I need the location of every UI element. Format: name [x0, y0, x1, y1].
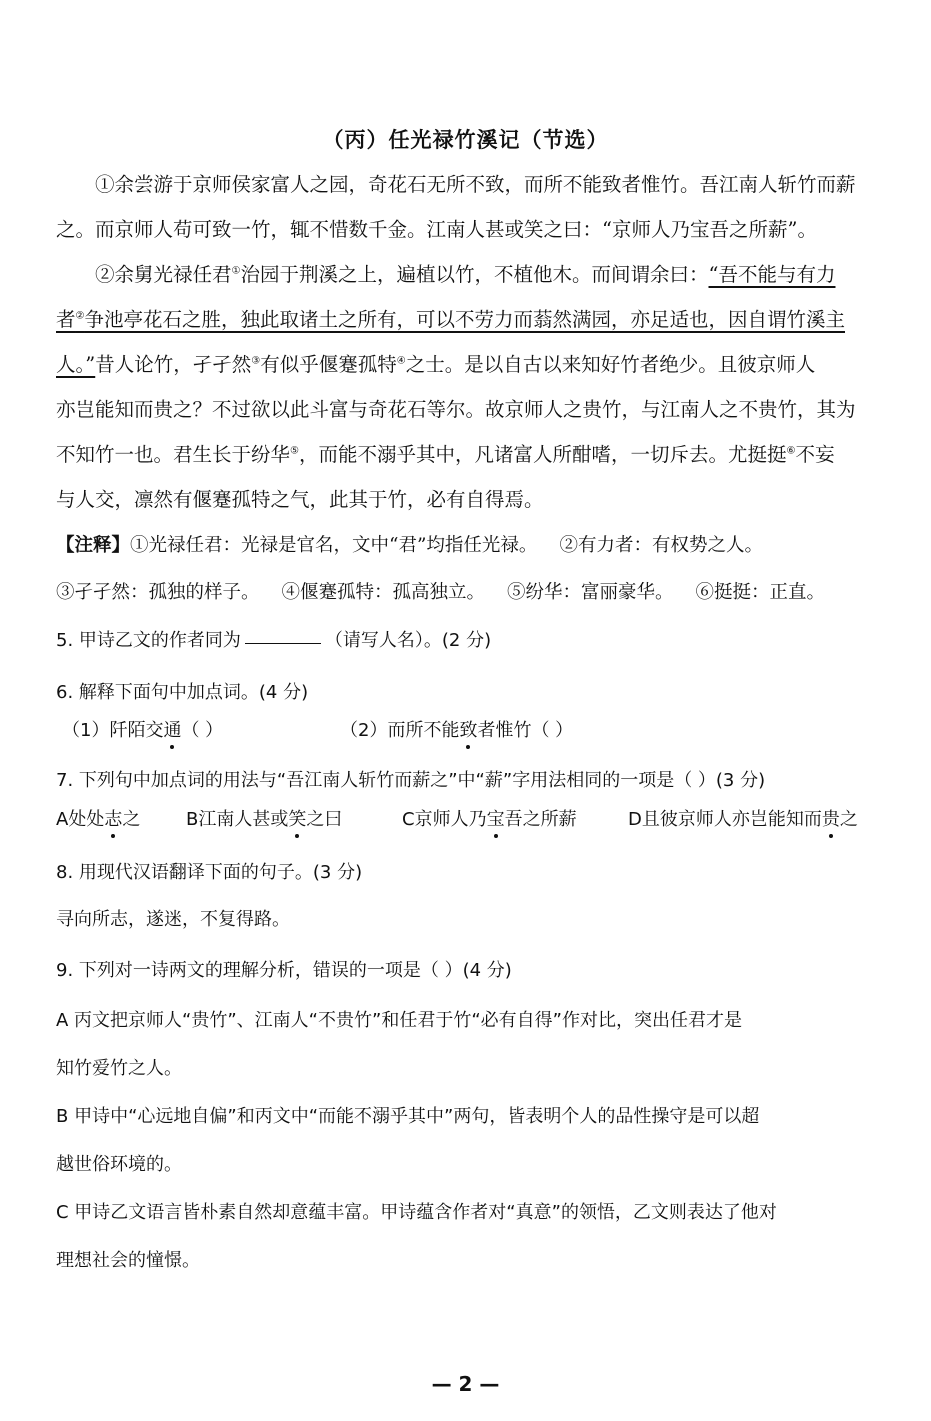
option-text: 之 — [122, 809, 141, 830]
paragraph-2-line — [56, 252, 892, 297]
text-run: 之士。是以自古以来知好竹者绝少。且彼京师人 — [405, 353, 816, 376]
answer-blank[interactable] — [245, 642, 321, 644]
question-8-stem: 8. 用现代汉语翻译下面的句子。(3 分) — [56, 862, 363, 883]
paragraph-2-line — [56, 342, 892, 387]
option-text: D且彼京师人亦岂能知而 — [628, 809, 822, 830]
question-6-item-1 — [62, 716, 223, 742]
paragraph-2 — [56, 252, 892, 522]
question-8-sentence: 寻向所志，遂迷，不复得路。 — [56, 909, 290, 930]
option-b[interactable] — [186, 805, 342, 831]
underlined-text: “吾不能与有力 — [708, 263, 836, 286]
footnote-marker: ④ — [396, 355, 406, 367]
annotation-line — [56, 522, 825, 569]
annotation-item: ⑥挺挺：正直。 — [695, 582, 826, 603]
paragraph-2-line: 亦岂能知而贵之？不过欲以此斗富与奇花石等尔。故京师人之贵竹，与江南人之不贵竹，其为 — [56, 398, 856, 421]
annotation-item: ④偃蹇孤特：孤高独立。 — [281, 582, 486, 603]
paragraph-1-line: 之。而京师人苟可致一竹，辄不惜数千金。江南人甚或笑之曰：“京师人乃宝吾之所薪”。 — [56, 218, 817, 241]
annotation-label: 【注释】 — [56, 535, 131, 556]
text-run: 不妄 — [795, 443, 835, 466]
text-run: 争池亭花石之胜，独此取诸土之所有，可以不劳力而蓊然满园，亦足适也，因自谓竹溪主 — [84, 308, 845, 331]
question-9-option-b-cont: 越世俗环境的。 — [56, 1154, 182, 1175]
text-run: ②余舅光禄任君 — [95, 263, 232, 286]
paragraph-2-line: 与人交，凛然有偃蹇孤特之气，此其于竹，必有自得焉。 — [56, 488, 544, 511]
footnote-marker: ③ — [251, 355, 261, 367]
question-text: 5. 甲诗乙文的作者同为 — [56, 630, 241, 651]
text-run: 不知竹一也。君生长于纷华 — [56, 443, 291, 466]
option-c[interactable] — [402, 805, 577, 831]
question-6-stem: 6. 解释下面句中加点词。(4 分) — [56, 682, 309, 703]
text-run: 昔人论竹，孑孑然 — [95, 353, 252, 376]
answer-parentheses[interactable]: （ ） — [181, 720, 224, 741]
annotation-line — [56, 569, 825, 616]
annotation-item: ③孑孑然：孤独的样子。 — [56, 582, 260, 603]
page-number: — 2 — — [431, 1372, 500, 1396]
question-6-item-2 — [340, 716, 573, 742]
question-text: （2）而所不能 — [340, 720, 460, 741]
dotted-word: 宝 — [486, 809, 505, 830]
question-9-option-a-cont: 知竹爱竹之人。 — [56, 1058, 182, 1079]
dotted-word: 致 — [459, 720, 478, 741]
dotted-word: 志 — [104, 809, 123, 830]
paragraph-2-line — [56, 297, 892, 342]
footnote-marker: ⑤ — [290, 445, 299, 457]
footnote-marker: ⑥ — [786, 445, 796, 457]
paragraph-1 — [56, 162, 892, 252]
footnote-marker: ② — [75, 310, 85, 322]
question-7-stem: 7. 下列句中加点词的用法与“吾江南人斩竹而薪之”中“薪”字用法相同的一项是（ ）(3 分) — [56, 770, 766, 791]
option-text: 吾之所薪 — [504, 809, 577, 830]
question-text: （请写人名）。(2 分) — [324, 630, 492, 651]
option-text: C京师人乃 — [402, 809, 487, 830]
question-9-option-b[interactable]: B 甲诗中“心远地自偏”和丙文中“而能不溺乎其中”两句，皆表明个人的品性操守是可以超 — [56, 1106, 760, 1127]
question-text: （1）阡陌交 — [62, 720, 164, 741]
option-d[interactable] — [628, 805, 858, 831]
dotted-word: 贵 — [821, 809, 840, 830]
question-7-options — [56, 805, 892, 831]
option-text: B江南人甚或 — [186, 809, 289, 830]
dotted-word: 笑 — [288, 809, 307, 830]
dotted-word: 通 — [163, 720, 182, 741]
paragraph-1-line: ①余尝游于京师侯家富人之园，奇花石无所不致，而所不能致者惟竹。吾江南人斩竹而薪 — [95, 173, 856, 196]
text-run: 治园于荆溪之上，遍植以竹，不植他木。而间谓余曰： — [240, 263, 709, 286]
option-a[interactable] — [56, 805, 140, 831]
question-9-stem: 9. 下列对一诗两文的理解分析，错误的一项是（ ）(4 分) — [56, 960, 512, 981]
question-9-option-a[interactable]: A 丙文把京师人“贵竹”、江南人“不贵竹”和任君于竹“必有自得”作对比，突出任君才是 — [56, 1010, 742, 1031]
paragraph-2-line — [56, 432, 892, 477]
question-9-option-c[interactable]: C 甲诗乙文语言皆朴素自然却意蕴丰富。甲诗蕴含作者对“真意”的领悟，乙文则表达了他对 — [56, 1202, 777, 1223]
underlined-text: 人。” — [56, 353, 96, 376]
question-9-option-c-cont: 理想社会的憧憬。 — [56, 1250, 200, 1271]
passage-title: （丙）任光禄竹溪记（节选） — [322, 127, 609, 152]
question-5 — [56, 626, 491, 652]
annotations — [56, 522, 825, 616]
annotation-item: ⑤纷华：富丽豪华。 — [507, 582, 674, 603]
underlined-text — [56, 308, 845, 331]
option-text: A处处 — [56, 809, 105, 830]
annotation-item: ①光禄任君：光禄是官名，文中“君”均指任光禄。 — [130, 535, 538, 556]
text-run: 者 — [56, 308, 76, 331]
footnote-marker: ① — [231, 265, 241, 277]
option-text: 之曰 — [306, 809, 343, 830]
text-run: 有似乎偃蹇孤特 — [260, 353, 397, 376]
option-text: 之 — [839, 809, 858, 830]
answer-parentheses[interactable]: 者惟竹（ ） — [477, 720, 574, 741]
annotation-item: ②有力者：有权势之人。 — [559, 535, 763, 556]
text-run: ，而能不溺乎其中，凡诸富人所酣嗜，一切斥去。尤挺挺 — [298, 443, 787, 466]
